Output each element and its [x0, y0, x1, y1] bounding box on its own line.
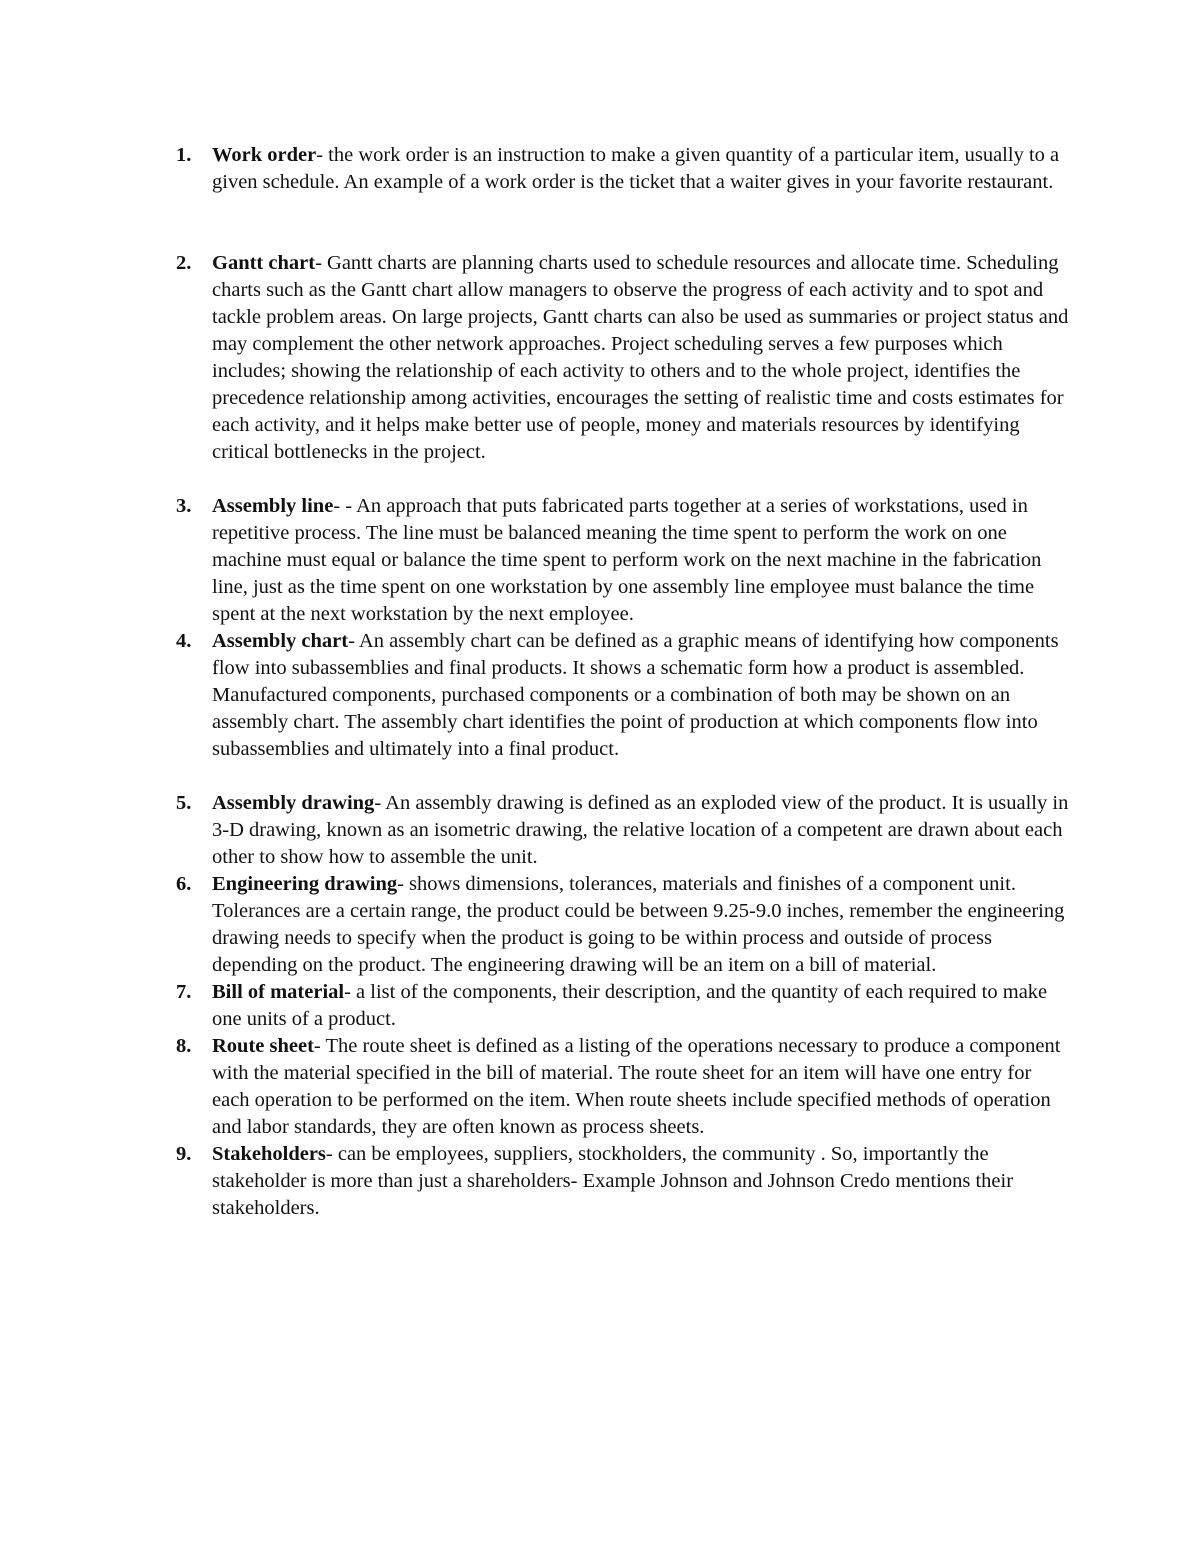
- definitions-list: [172, 142, 1072, 1222]
- list-item: [172, 1033, 1072, 1141]
- item-text: - - An approach that puts fabricated parts together at a series of workstations, used in repetitive process. The line must be balanced meaning the time spent to perform the work on one machine must equal or balance the time spent to perform work on the next machine in the fabrication line, just as the time spent on one workstation by one assembly line employee must balance the time spent at the next workstation by the next employee.: [212, 495, 1042, 625]
- item-term: Assembly drawing: [212, 792, 375, 814]
- item-term: Assembly line: [212, 495, 334, 517]
- item-term: Assembly chart: [212, 630, 349, 652]
- list-item: [172, 1141, 1072, 1222]
- item-text: - shows dimensions, tolerances, materials and finishes of a component unit. Tolerances are a certain range, the product could be between 9.25-9.0 inches, remember the engineering drawing needs to specify when the product is going to be within process and outside of process depending on the product. The engineering drawing will be an item on a bill of material.: [212, 873, 1065, 976]
- item-number: 4.: [176, 630, 192, 652]
- item-number: 8.: [176, 1035, 192, 1057]
- list-item: [172, 250, 1072, 466]
- item-number: 3.: [176, 495, 192, 517]
- item-text: - Gantt charts are planning charts used to schedule resources and allocate time. Scheduling charts such as the Gantt chart allow managers to observe the progress of each activity and to spot and tackle problem areas. On large projects, Gantt charts can also be used as summaries or project status and may complement the other network approaches. Project scheduling serves a few purposes which includes; showing the relationship of each activity to others and to the whole project, identifies the precedence relationship among activities, encourages the setting of realistic time and costs estimates for each activity, and it helps make better use of people, money and materials resources by identifying critical bottlenecks in the project.: [212, 252, 1069, 463]
- item-number: 6.: [176, 873, 192, 895]
- item-number: 7.: [176, 981, 192, 1003]
- item-text: - a list of the components, their description, and the quantity of each required to make one units of a product.: [212, 981, 1048, 1030]
- item-number: 2.: [176, 252, 192, 274]
- item-text: - An assembly chart can be defined as a graphic means of identifying how components flow into subassemblies and final products. It shows a schematic form how a product is assembled. Manufactured components, purchased components or a combination of both may be shown on an assembly chart. The assembly chart identifies the point of production at which components flow into subassemblies and ultimately into a final product.: [212, 630, 1059, 760]
- item-text: - can be employees, suppliers, stockholders, the community . So, importantly the stakeholder is more than just a shareholders- Example Johnson and Johnson Credo mentions their stakeholders.: [212, 1143, 1014, 1219]
- item-term: Route sheet: [212, 1035, 314, 1057]
- item-text: - An assembly drawing is defined as an exploded view of the product. It is usually in 3-D drawing, known as an isometric drawing, the relative location of a competent are drawn about each other to show how to assemble the unit.: [212, 792, 1069, 868]
- item-number: 9.: [176, 1143, 192, 1165]
- list-item: [172, 790, 1072, 871]
- item-text: - The route sheet is defined as a listing of the operations necessary to produce a component with the material specified in the bill of material. The route sheet for an item will have one entry for each operation to be performed on the item. When route sheets include specified methods of operation and labor standards, they are often known as process sheets.: [212, 1035, 1061, 1138]
- item-term: Work order: [212, 144, 317, 166]
- list-item: [172, 142, 1072, 196]
- item-number: 1.: [176, 144, 192, 166]
- item-term: Stakeholders: [212, 1143, 326, 1165]
- item-term: Gantt chart: [212, 252, 316, 274]
- item-number: 5.: [176, 792, 192, 814]
- list-item: [172, 628, 1072, 763]
- list-item: [172, 493, 1072, 628]
- item-term: Engineering drawing: [212, 873, 398, 895]
- item-term: Bill of material: [212, 981, 345, 1003]
- list-item: [172, 979, 1072, 1033]
- item-text: - the work order is an instruction to make a given quantity of a particular item, usually to a given schedule. An example of a work order is the ticket that a waiter gives in your favorite restaurant.: [212, 144, 1060, 193]
- list-item: [172, 871, 1072, 979]
